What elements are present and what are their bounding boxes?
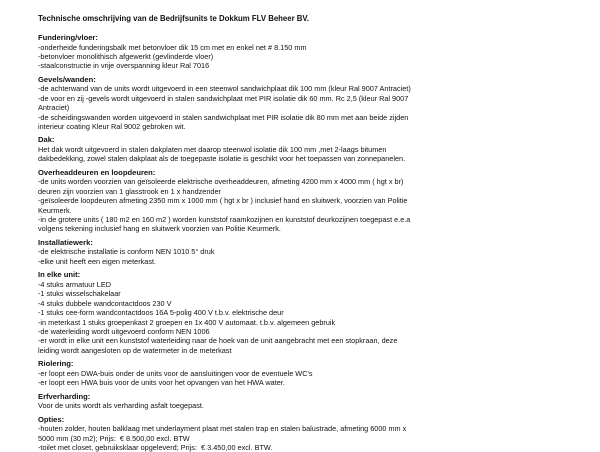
section-line: -er loopt een DWA-buis onder de units voor de aansluitingen voor de eventuele WC's: [38, 368, 313, 378]
section-heading: Dak:: [38, 135, 55, 145]
section-heading: Riolering:: [38, 359, 74, 369]
section-line: -4 stuks armatuur LED: [38, 279, 111, 289]
section-line: Het dak wordt uitgevoerd in stalen dakplaten met daarop steenwol isolatie dik 100 mm ,met 2-laags bitumen dakbedekking, zowel stalen dakplaat als de toegepaste isolatie is geschikt voor het toepassen van zonnepanelen.: [38, 145, 406, 164]
section-line: -toilet met closet, gebruiksklaar opgeleverd; Prijs: € 3.450,00 excl. BTW.: [38, 442, 273, 452]
section-line: -de achterwand van de units wordt uitgevoerd in een steenwol sandwichplaat dik 100 mm (kleur Ral 9007 Antraciet): [38, 84, 411, 94]
document-title: Technische omschrijving van de Bedrijfsunits te Dokkum FLV Beheer BV.: [38, 14, 310, 23]
section-line: -1 stuks cee-form wandcontactdoos 16A 5-polig 400 V t.b.v. elektrische deur: [38, 308, 284, 318]
section-in-elke-unit: [38, 270, 582, 355]
section-line: -in de grotere units ( 180 m2 en 160 m2 ) worden kunststof raamkozijnen en kunststof deurkozijnen toegepast e.e.a volgens tekening inclusief hang en sluitwerk voorzien van Politie Keurmerk.: [38, 215, 411, 234]
section-opties: [38, 415, 582, 452]
section-line: -betonvloer monolithisch afgewerkt (gevlinderde vloer): [38, 52, 214, 61]
section-line: -de scheidingswanden worden uitgevoerd in stalen sandwichplaat met PIR isolatie dik 80 mm met aan beide zijden interieur coating Kleur Ral 9002 gebroken wit.: [38, 112, 409, 132]
section-line: -de elektrische installatie is conform NEN 1010 5° druk: [38, 247, 215, 257]
section-heading: Opties:: [38, 414, 65, 424]
section-gevels: [38, 75, 582, 132]
section-erfverharding: [38, 392, 582, 411]
section-riolering: [38, 359, 582, 387]
section-heading: Fundering/vloer:: [38, 33, 98, 42]
section-line: -er loopt een HWA buis voor de units voor het opvangen van het HWA water.: [38, 378, 285, 388]
section-installatiewerk: [38, 238, 582, 266]
section-line: -4 stuks dubbele wandcontactdoos 230 V: [38, 298, 172, 308]
section-line: Voor de units wordt als verharding asfalt toegepast.: [38, 401, 204, 411]
section-line: -de units worden voorzien van geïsoleerde elektrische overheaddeuren, afmeting 4200 mm x 4000 mm ( hgt x br) deuren zijn voorzien van 1 glasstrook en 1 x handzender: [38, 177, 404, 196]
section-line: -de waterleiding wordt uitgevoerd conform NEN 1006: [38, 326, 210, 336]
section-fundering: [38, 33, 582, 71]
section-heading: Overheaddeuren en loopdeuren:: [38, 167, 156, 177]
section-line: -staalconstructie in vrije overspanning kleur Ral 7016: [38, 61, 210, 71]
section-line: -houten zolder, houten balklaag met underlayment plaat met stalen trap en stalen balustrade, afmeting 6000 mm x 5000 mm (30 m2); Prijs: € 8.500,00 excl. BTW: [38, 424, 407, 443]
section-heading: Erfverharding:: [38, 391, 91, 401]
section-line: -geïsoleerde loopdeuren afmeting 2350 mm x 1000 mm ( hgt x br ) inclusief hand en sluitwerk, voorzien van Politie Keurmerk.: [38, 196, 408, 215]
section-dak: [38, 135, 582, 163]
section-heading: Installatiewerk:: [38, 237, 93, 247]
section-line: -in meterkast 1 stuks groepenkast 2 groepen en 1x 400 V automaat. t.b.v. algemeen gebruik: [38, 317, 336, 327]
section-line: -de voor en zij -gevels wordt uitgevoerd in stalen sandwichplaat met PIR isolatie dik 60 mm. Rc 2,5 (kleur Ral 9007 Antraciet): [38, 93, 409, 113]
section-heading: Gevels/wanden:: [38, 74, 96, 84]
section-line: -er wordt in elke unit een kunststof waterleiding naar de hoek van de unit aangebracht met een stopkraan, deze leiding wordt aangesloten op de watermeter in de meterkast: [38, 336, 398, 355]
section-heading: In elke unit:: [38, 270, 81, 280]
section-line: -1 stuks wisselschakelaar: [38, 289, 121, 299]
section-line: -elke unit heeft een eigen meterkast.: [38, 256, 157, 266]
section-line: -onderheide funderingsbalk met betonvloer dik 15 cm met en enkel net # 8.150 mm: [38, 42, 307, 52]
section-deuren: [38, 168, 582, 234]
